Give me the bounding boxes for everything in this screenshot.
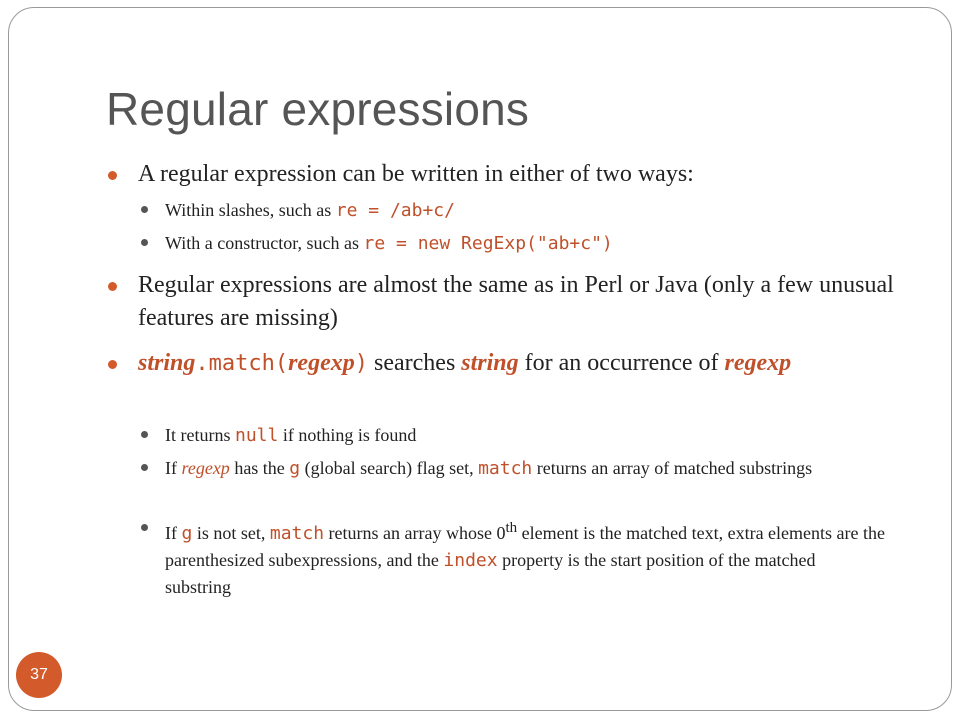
bullet-text: for an occurrence of <box>518 350 725 376</box>
code-match: match <box>269 523 325 544</box>
bullet-text: A regular expression can be written in either of two ways: <box>138 161 694 187</box>
bullet-dot <box>108 360 117 369</box>
term-regexp: regexp <box>181 458 230 478</box>
bullet-dot <box>141 239 148 246</box>
bullet-dot <box>141 464 148 471</box>
superscript-th: th <box>505 520 518 536</box>
bullet-text: returns an array whose 0 <box>324 523 506 543</box>
bullet-text: element is the matched text, extra elements are the parenthesized subexpressions, and the <box>165 523 885 570</box>
bullet-dot <box>141 524 148 531</box>
code-match: match <box>478 458 533 479</box>
bullet-text: If <box>165 523 182 543</box>
code-g: g <box>289 458 301 479</box>
bullet-text: searches <box>368 350 462 376</box>
code-snippet: re = new RegExp("ab+c") <box>363 233 613 254</box>
code-index: index <box>443 550 498 571</box>
code-null: null <box>234 425 279 446</box>
bullet-text: With a constructor, such as <box>165 233 364 253</box>
slide-title: Regular expressions <box>106 83 530 135</box>
bullet-two-ways <box>138 158 898 191</box>
bullet-text: if nothing is found <box>278 425 417 445</box>
code-close-paren: ) <box>354 351 368 376</box>
code-snippet: re = /ab+c/ <box>335 200 455 221</box>
bullet-no-global-flag <box>165 515 885 600</box>
term-regexp: regexp <box>288 350 355 376</box>
bullet-dot <box>141 206 148 213</box>
term-string: string <box>461 350 519 376</box>
bullet-text: has the <box>229 458 290 478</box>
bullet-dot <box>108 171 117 180</box>
bullet-match-method <box>138 347 898 380</box>
code-match: .match( <box>195 351 289 376</box>
bullet-text: property is the start position of the matched substring <box>165 550 816 597</box>
bullet-constructor <box>165 230 885 257</box>
bullet-dot <box>141 431 148 438</box>
bullet-perl-java <box>138 269 898 335</box>
bullet-within-slashes <box>165 197 885 224</box>
bullet-text: Regular expressions are almost the same as in Perl or Java (only a few unusual features are missing) <box>138 272 894 331</box>
code-g: g <box>181 523 193 544</box>
bullet-text: If <box>165 458 182 478</box>
bullet-returns-null <box>165 422 885 449</box>
bullet-text: returns an array of matched substrings <box>532 458 813 478</box>
bullet-text: It returns <box>165 425 235 445</box>
term-regexp: regexp <box>724 350 792 376</box>
bullet-text: Within slashes, such as <box>165 200 336 220</box>
bullet-text: (global search) flag set, <box>300 458 479 478</box>
bullet-dot <box>108 282 117 291</box>
bullet-text: is not set, <box>192 523 270 543</box>
page-number-badge: 37 <box>16 652 62 698</box>
bullet-global-flag <box>165 455 885 482</box>
term-string: string <box>138 350 196 376</box>
